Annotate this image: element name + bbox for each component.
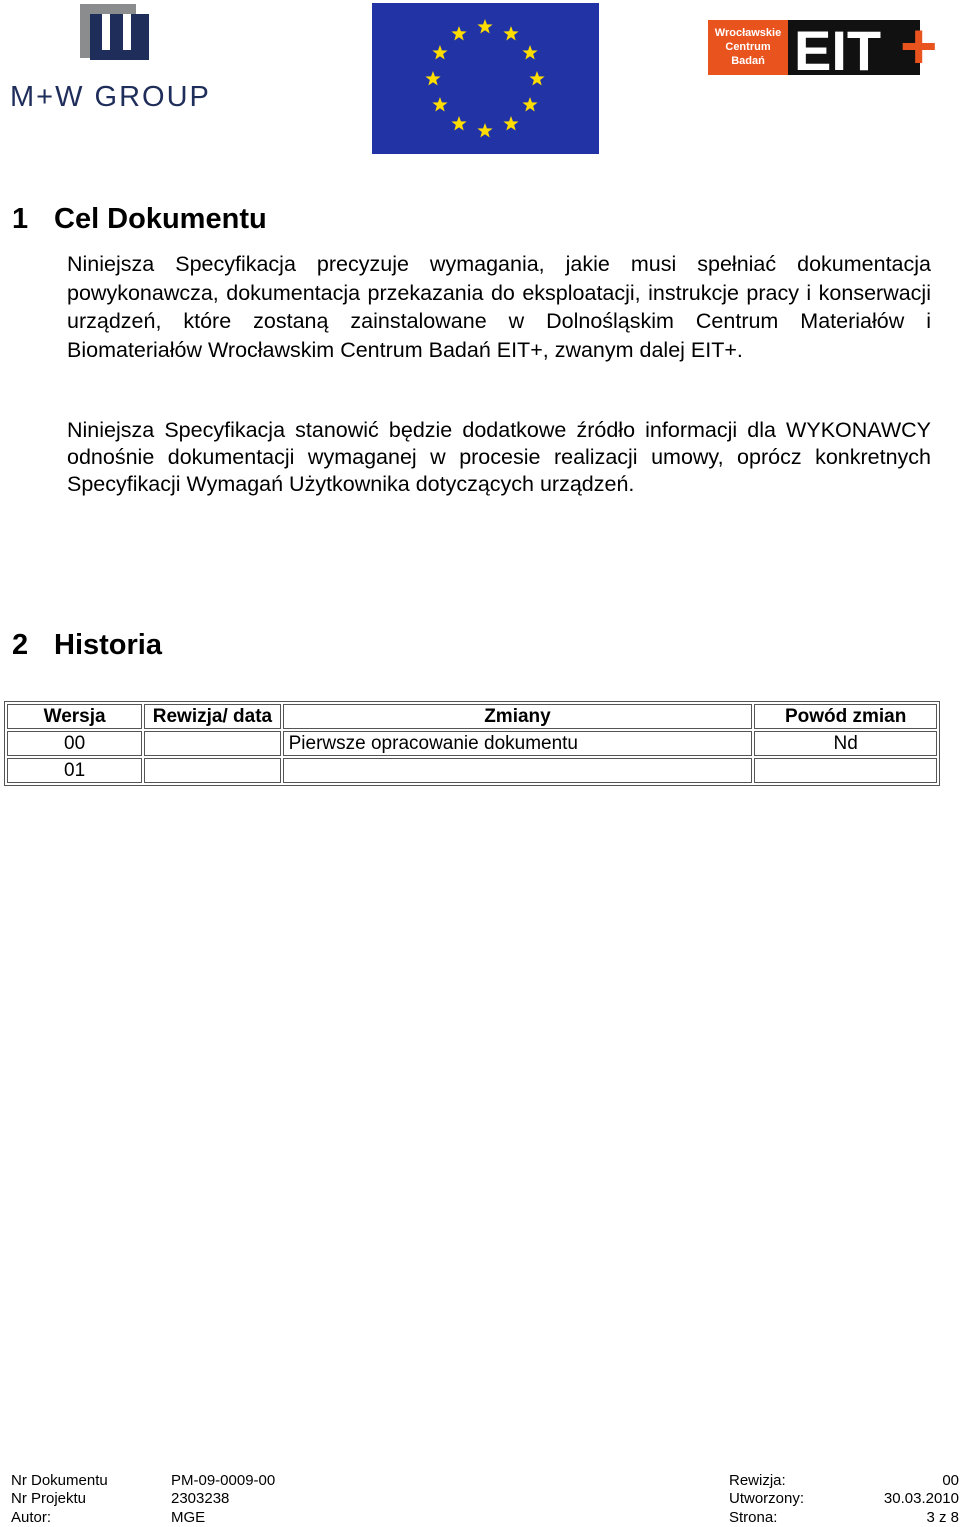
table-cell bbox=[144, 731, 280, 756]
table-cell: 00 bbox=[7, 731, 142, 756]
footer-label: Autor: bbox=[11, 1508, 52, 1526]
table-cell: Nd bbox=[754, 731, 937, 756]
header-zmiany: Zmiany bbox=[283, 704, 753, 729]
header-rewizja-data: Rewizja/ data bbox=[144, 704, 280, 729]
section-1-heading bbox=[12, 203, 267, 236]
footer-row bbox=[11, 1472, 959, 1490]
footer-value: MGE bbox=[171, 1508, 206, 1526]
history-table-header-row bbox=[7, 704, 937, 729]
footer-row bbox=[11, 1490, 959, 1508]
table-cell: Pierwsze opracowanie dokumentu bbox=[283, 731, 753, 756]
eit-logo-line3: Badań bbox=[731, 55, 765, 67]
history-table bbox=[4, 701, 940, 786]
eit-logo-line2: Centrum bbox=[725, 41, 771, 53]
table-cell bbox=[754, 758, 937, 783]
section-2-number: 2 bbox=[12, 629, 29, 661]
eit-logo-big-text: EIT bbox=[794, 20, 882, 80]
eu-star-icon bbox=[503, 116, 518, 130]
mw-group-logo bbox=[10, 2, 220, 114]
footer-value: 30.03.2010 bbox=[883, 1490, 959, 1508]
section-2-heading bbox=[12, 629, 162, 662]
footer-value: PM-09-0009-00 bbox=[171, 1472, 276, 1489]
section-1-number: 1 bbox=[12, 203, 29, 235]
table-cell bbox=[144, 758, 280, 783]
eu-star-icon bbox=[451, 26, 466, 40]
mw-logo-text: M+W GROUP bbox=[10, 81, 211, 113]
eu-star-icon bbox=[425, 71, 440, 85]
table-row bbox=[7, 731, 937, 756]
footer-value: 2303238 bbox=[171, 1490, 230, 1508]
footer-label: Nr Dokumentu bbox=[11, 1472, 108, 1489]
table-cell: 01 bbox=[7, 758, 142, 783]
eit-logo-line1: Wrocławskie bbox=[714, 27, 782, 39]
eu-star-icon bbox=[522, 97, 537, 111]
eu-star-icon bbox=[477, 19, 492, 33]
eu-star-icon bbox=[432, 97, 447, 111]
table-cell bbox=[283, 758, 753, 783]
section-2-title: Historia bbox=[54, 629, 162, 661]
eu-star-icon bbox=[522, 45, 537, 59]
eu-star-icon bbox=[432, 45, 447, 59]
eit-logo-plus: + bbox=[900, 20, 938, 80]
eu-flag-logo bbox=[372, 3, 599, 154]
footer-label: Nr Projektu bbox=[11, 1490, 87, 1508]
footer-label: Utworzony: bbox=[729, 1490, 805, 1508]
footer-value: 3 z 8 bbox=[926, 1508, 959, 1526]
footer-label: Rewizja: bbox=[729, 1472, 786, 1489]
eu-star-icon bbox=[529, 71, 544, 85]
eu-star-icon bbox=[451, 116, 466, 130]
footer-row bbox=[11, 1509, 959, 1527]
footer-label: Strona: bbox=[729, 1508, 778, 1526]
section-1-title: Cel Dokumentu bbox=[54, 203, 267, 235]
section-1-paragraph-1: Niniejsza Specyfikacja precyzuje wymagania, jakie musi spełniać dokumentacja powykonawcza, dokumentacja przekazania do eksploatacji, instrukcje pracy i konserwacji urządzeń, które zostaną zainstalowane w Dolnośląskim Centrum Materiałów i Biomateriałów Wrocławskim Centrum Badań EIT+, zwanym dalej EIT+. bbox=[67, 252, 931, 362]
eu-star-icon bbox=[477, 123, 492, 137]
table-row bbox=[7, 758, 937, 783]
header-wersja: Wersja bbox=[7, 704, 142, 729]
eit-plus-logo bbox=[708, 20, 950, 80]
eu-star-icon bbox=[503, 26, 518, 40]
section-1-paragraph-2: Niniejsza Specyfikacja stanowić będzie dodatkowe źródło informacji dla WYKONAWCY odnośnie dokumentacji wymaganej w procesie realizacji umowy, oprócz konkretnych Specyfikacji Wymagań Użytkownika dotyczących urządzeń. bbox=[67, 418, 931, 496]
header-powod-zmian: Powód zmian bbox=[754, 704, 937, 729]
page-footer bbox=[11, 1472, 959, 1527]
footer-value: 00 bbox=[942, 1472, 959, 1489]
